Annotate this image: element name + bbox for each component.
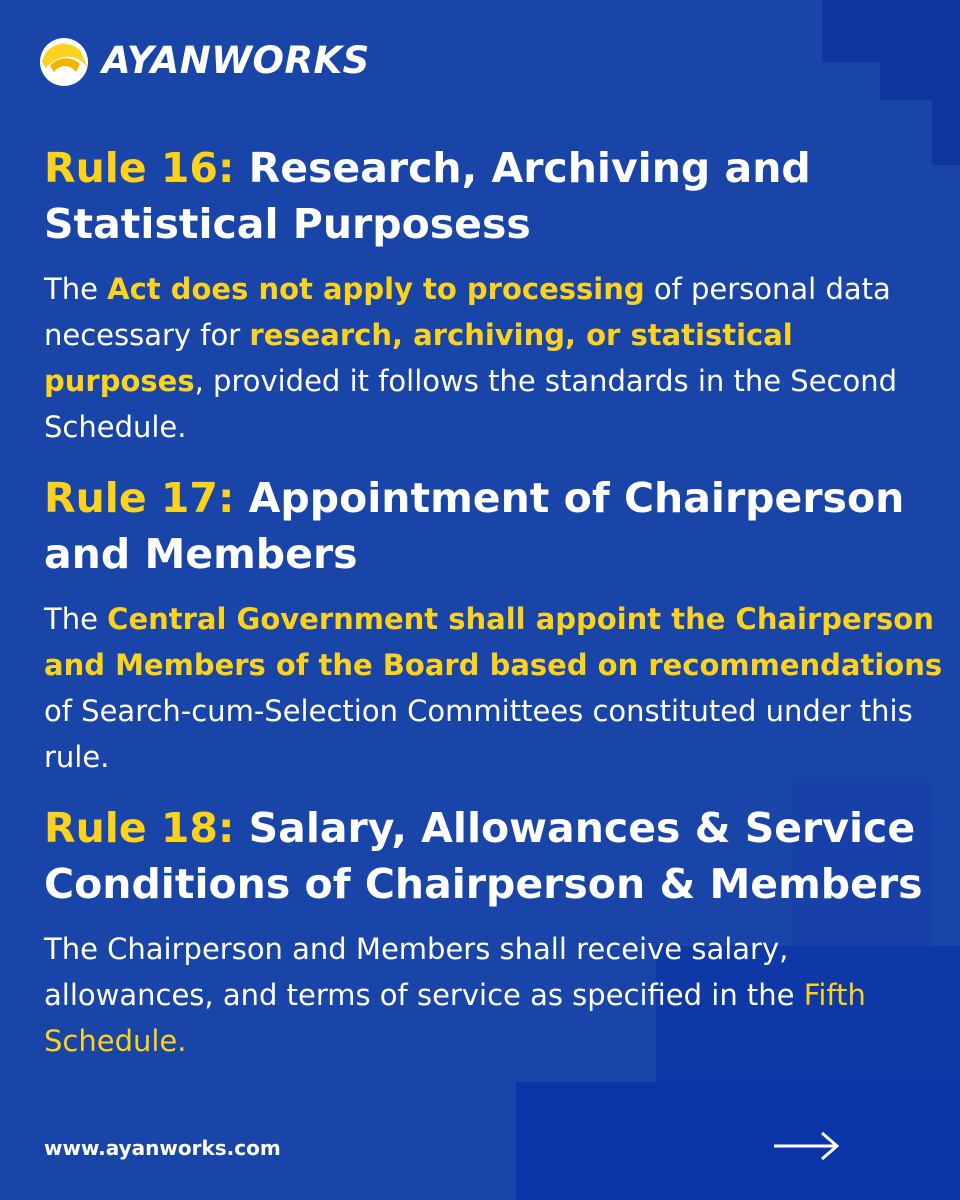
rule-18 xyxy=(44,800,944,1064)
rule-title xyxy=(44,800,944,912)
rule-number: Rule 16: xyxy=(44,144,235,192)
body-highlight: research, archiving, or statistical purposes xyxy=(44,318,793,398)
body-highlight: Act does not apply to processing xyxy=(107,272,645,306)
body-highlight: Fifth Schedule. xyxy=(44,978,866,1058)
body-highlight: Central Government shall appoint the Chairperson and Members of the Board based on recommendations xyxy=(44,602,943,682)
rule-title xyxy=(44,140,944,252)
rule-body xyxy=(44,266,944,450)
rule-heading: Appointment of Chairperson and Members xyxy=(44,474,905,578)
website-url[interactable]: www.ayanworks.com xyxy=(44,1136,281,1160)
rule-body xyxy=(44,596,944,780)
body-text: The xyxy=(44,602,108,636)
rule-body xyxy=(44,926,944,1064)
body-text: of Search-cum-Selection Committees constituted under this rule. xyxy=(44,694,913,774)
rule-heading: Research, Archiving and Statistical Purposess xyxy=(44,144,811,248)
rule-title xyxy=(44,470,944,582)
arrow-right-icon[interactable] xyxy=(772,1128,842,1164)
body-text: , provided it follows the standards in the Second Schedule. xyxy=(44,364,898,444)
rule-number: Rule 17: xyxy=(44,474,235,522)
rules-content xyxy=(44,140,944,1064)
rule-number: Rule 18: xyxy=(44,804,235,852)
rule-17 xyxy=(44,470,944,780)
decor-block xyxy=(516,1082,960,1200)
rule-16 xyxy=(44,140,944,450)
body-text: The xyxy=(44,272,108,306)
body-text: of personal data necessary for xyxy=(44,272,891,352)
body-text: The Chairperson and Members shall receive salary, allowances, and terms of service as specified in the xyxy=(44,932,804,1012)
brand-name: AYANWORKS xyxy=(102,38,370,82)
rule-heading: Salary, Allowances & Service Conditions of Chairperson & Members xyxy=(44,804,923,908)
brand-logo xyxy=(36,30,370,90)
ayanworks-logo-icon xyxy=(36,32,92,88)
